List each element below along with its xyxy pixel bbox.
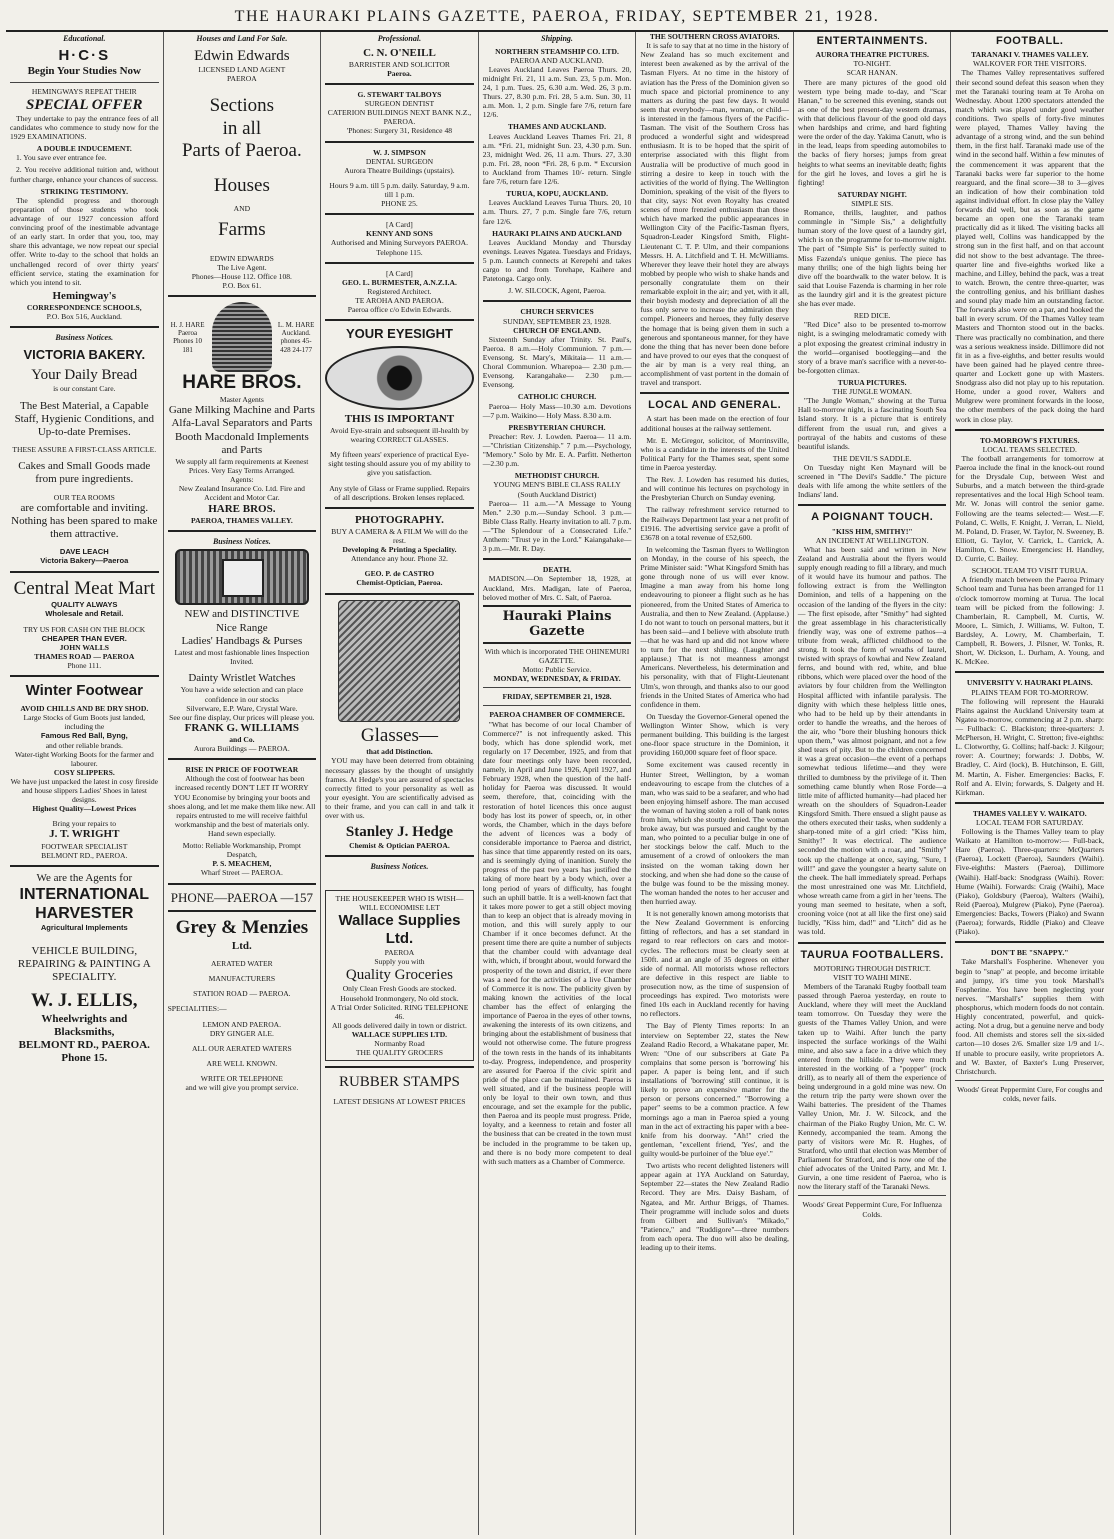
- ad-heading: YOUR EYESIGHT: [345, 326, 453, 342]
- ad-text: 'Phones: Surgery 31, Residence 48: [346, 126, 453, 136]
- ad-text: Normanby Road: [374, 1039, 425, 1049]
- article-heading: TO-MORROW'S FIXTURES.: [980, 435, 1080, 445]
- ad-text: Agricultural Implements: [40, 923, 128, 933]
- ad-text: Agents:: [230, 475, 254, 485]
- divider: [10, 675, 159, 677]
- ad-name: P. S. MEACHEM,: [212, 859, 272, 869]
- ad-text: Alfa-Laval Separators and Parts: [171, 417, 313, 430]
- article-subheading: TO-NIGHT.: [853, 59, 891, 69]
- divider: [955, 1080, 1104, 1081]
- ad-heading: Quality Groceries: [345, 967, 453, 984]
- article-heading: TAURUA FOOTBALLERS.: [800, 948, 944, 961]
- ad-heading: Grey & Menzies: [175, 917, 309, 939]
- ad-name: Victoria Bakery—Paeroa: [40, 556, 129, 566]
- article-subheading: THE DEVIL'S SADDLE.: [832, 453, 912, 463]
- article-heading: UNIVERSITY V. HAURAKI PLAINS.: [966, 678, 1093, 688]
- glasses-illustration: [325, 600, 474, 722]
- article-text: J. W. SILCOCK, Agent, Paeroa.: [508, 286, 606, 296]
- divider: [798, 942, 947, 944]
- ad-text: are comfortable and inviting. Nothing has been spared to make them attractive.: [11, 501, 158, 541]
- article-text: On Tuesday night Ken Maynard will be screened in "The Devil's Saddle." The picture deals with life among the white settlers of the Indians' land.: [797, 463, 947, 500]
- ad-text: LATEST DESIGNS AT LOWEST PRICES: [333, 1097, 466, 1107]
- hcs-logo: H·C·S: [58, 46, 111, 64]
- ad-name: Hemingway's: [52, 289, 117, 302]
- ad-text: Attendance any hour. Phone 32.: [350, 554, 448, 564]
- section-label: Professional.: [377, 34, 422, 43]
- ad-text: Telephone 115.: [376, 247, 423, 257]
- ad-heading: Wallace Supplies Ltd.: [338, 912, 461, 948]
- ad-text: MANUFACTURERS: [208, 974, 276, 984]
- article-subheading: THAMES AND AUCKLAND.: [507, 122, 607, 132]
- ad-heading: Winter Footwear: [25, 682, 143, 700]
- article-heading: THAMES VALLEY V. WAIKATO.: [972, 808, 1087, 818]
- ad-text: Aurora Buildings — PAEROA.: [193, 744, 290, 754]
- ad-text: Supply you with: [374, 957, 425, 967]
- section-label: Houses and Land For Sale.: [196, 34, 288, 43]
- article-text: MONDAY, WEDNESDAY, & FRIDAY.: [493, 674, 621, 684]
- ad-text: Famous Red Ball, Byng,: [40, 731, 128, 741]
- divider: [483, 705, 632, 706]
- article-subheading: PAEROA AND AUCKLAND.: [510, 55, 604, 65]
- ad-text: CHEAPER THAN EVER.: [41, 633, 127, 643]
- ad-name: WALLACE SUPPLIES LTD.: [351, 1029, 448, 1039]
- ad-text: Motto: Reliable Workmanship, Prompt Despatch,: [182, 841, 301, 860]
- ad-name: KENNY AND SONS: [366, 229, 433, 239]
- article-text: There are many pictures of the good old western type being made to-day, and "Scar Hanan," to be screened this evening, stands out as one of the best present-day western dramas, with that delicious flavour of the good old days when hardships and crime, and hard fighting were the order of the day. Yakima Canutt, who is in the lead, leaps from speeding automobiles to the backs of fiery horses; jumps from great heights to what seems an inevitable death; fights for the girl he loves, and loves a girl he is fighting!: [797, 77, 947, 187]
- divider: [168, 910, 317, 912]
- ad-text: BARRISTER AND SOLICITOR: [348, 59, 450, 69]
- divider: [955, 802, 1104, 804]
- ad-text: is our constant Care.: [53, 384, 116, 394]
- ad-text: You have a wide selection and can place confidence in our stocks: [180, 685, 304, 704]
- ad-text: AERATED WATER: [211, 959, 273, 969]
- ad-text: CATERION BUILDINGS NEXT BANK N.Z.,: [327, 108, 472, 118]
- article-text: Two artists who recent delighted listeners will appear again at 1YA Auckland on Saturday, September 22—states the New Zealand Radio Record. They are Mrs. Daisy Basham, of Ngatea, and Mr. Arthur Briggs, of Thames. Their programme will include solos and duets from Gilbert and Sullivan's "Mikado," "Patience," and "Ruddigore"—three numbers from each opera. The duo will also be dealing, leading up to their items.: [640, 1161, 789, 1253]
- ad-name: GEO. L. BURMESTER, A.N.Z.I.A.: [341, 277, 457, 287]
- ad-text: Latest and most fashionable lines Inspection Invited.: [174, 648, 310, 667]
- wallace-ad: [325, 890, 474, 1061]
- ad-text: Phone 111.: [67, 660, 102, 670]
- article-text: Leaves Auckland Leaves Thames Fri. 21, 8 a.m. *Fri. 21, midnight Sun. 23, 4.30 p.m. Sun. 23, midnight Wed. 26, 11 a.m. Thurs. 27, 3.30 p.m. Fri. 28, noon *Fri. 28, 6 p.m. * Excursion to Auckland from Thames 10/- return. Single fare 7/6, return fare 12/6.: [482, 131, 632, 187]
- ad-text: Ladies' Handbags & Purses: [181, 634, 303, 647]
- ad-text: Wharf Street — PAEROA.: [200, 868, 283, 878]
- article-heading: DEATH.: [542, 565, 572, 575]
- ad-text: Chemist-Optician, Paeroa.: [356, 578, 443, 588]
- divider: [325, 83, 474, 85]
- ad-text: BELMONT RD., PAEROA.: [41, 850, 128, 860]
- ad-text: and other reliable brands.: [45, 740, 123, 750]
- divider: [10, 326, 159, 328]
- ad-heading: HARVESTER: [35, 905, 134, 923]
- ad-text: ARE WELL KNOWN.: [206, 1058, 278, 1068]
- ad-text: STATION ROAD — PAEROA.: [193, 989, 291, 999]
- ad-text: The Live Agent.: [217, 263, 267, 273]
- divider: [955, 671, 1104, 673]
- article-subheading: AURORA THEATRE PICTURES.: [815, 50, 929, 60]
- divider: [168, 530, 317, 532]
- ad-text: They undertake to pay the entrance fees of all candidates who commence to study now for the 1929 EXAMINATIONS.: [10, 113, 159, 142]
- ad-text: [A Card]: [386, 268, 413, 278]
- ad-text: Gane Milking Machine and Parts: [168, 404, 315, 417]
- article-subheading: CHURCH OF ENGLAND.: [513, 325, 601, 335]
- ad-text: PAEROA: [384, 948, 415, 958]
- article-text: It is safe to say that at no time in the history of New Zealand has so much excitement and interest been awakened as by the arrival of the Tasman Flyers. At no time in the history of aviation has the Press of the Dominion given so much space and pictorial prominence to any matters as during the past few days. It would seem that everybody—man, woman, or child—is interested in the famous flyers of the Pacific-Tasman. The visit of the Southern Cross has produced a wonderful sight and widespread enthusiasm. It is to be hoped that the spirit of enterprise associated with this flight from Australia will be productive of much good in stirring a desire to keep in touch with the activities of the world of flying. The Wellington Dominion, speaking of the visit of the flyers to that city, says: Not even Royalty has created scenes of more frenzied enthusiasm than those which have marked the public appearances in Wellington City of the Pacific-Tasman flyers, Squadron-Leader Kingsford Smith, Flight-Lieutenant C. T. P. Ulm, and their companions Messrs. H. A. Litchfield and T. H. McWilliams. Wherever they leave their hotel they are always mobbed by people who wish to shake hands and personally congratulate them on their remarkable exploit in the air; and yet, with it all, their boyish modesty and depreciation of all the fuss only serve to increase the admiration they compel. Pioneers and heroes, they fully deserve the homage that is being given them in such a generous and spontaneous manner, for they have done the thing that has never been done before and have proved to our eyes that the conquest of the air by man is a very real thing, an accomplishment of vast portent in the domain of travel and transport.: [640, 41, 789, 388]
- ad-heading: Begin Your Studies Now: [27, 64, 141, 77]
- ad-heading: RUBBER STAMPS: [338, 1074, 460, 1091]
- article-subheading: SCHOOL TEAM TO VISIT TURUA.: [971, 566, 1088, 576]
- article-subheading: CATHOLIC CHURCH.: [517, 392, 597, 402]
- ad-heading: RISE IN PRICE OF FOOTWEAR: [185, 765, 299, 775]
- ad-text: WRITE OR TELEPHONE: [200, 1074, 283, 1084]
- article-subheading: SATURDAY NIGHT.: [837, 189, 907, 199]
- ad-heading: Houses: [213, 175, 270, 197]
- ad-name: JOHN WALLS: [59, 642, 110, 652]
- hare-header: [168, 302, 317, 372]
- ad-text: Cakes and Small Goods made from pure ingredients.: [18, 460, 151, 486]
- article-subheading: THE JUNGLE WOMAN.: [832, 387, 912, 397]
- masthead: THE HAURAKI PLAINS GAZETTE, PAEROA, FRIDAY, SEPTEMBER 21, 1928.: [6, 6, 1108, 32]
- ad-text: TE AROHA AND PAEROA.: [355, 295, 444, 305]
- ad-text: A Trial Order Solicited. RING TELEPHONE 46.: [330, 1002, 469, 1021]
- divider: [10, 865, 159, 867]
- article-heading: THE SOUTHERN CROSS AVIATORS.: [649, 32, 780, 41]
- ad-text: THAMES ROAD — PAEROA: [34, 651, 135, 661]
- divider: [798, 1195, 947, 1196]
- ad-text: Registered Architect.: [367, 286, 432, 296]
- ad-heading: Farms: [218, 219, 266, 241]
- ad-text: TRY US FOR CASH ON THE BLOCK: [23, 624, 146, 634]
- article-heading: ENTERTAINMENTS.: [816, 35, 928, 47]
- ad-text: My fifteen years' experience of practical Eye-sight testing should assure you of my ability to give you satisfaction.: [328, 450, 471, 478]
- ad-text: P.O. Box 61.: [222, 281, 262, 291]
- ad-subheading: OUR TEA ROOMS: [53, 492, 115, 502]
- ad-text: All goods delivered daily in town or district.: [331, 1020, 467, 1030]
- article-subheading: WALKOVER FOR THE VISITORS.: [973, 59, 1087, 69]
- ad-text: The splendid progress and thorough preparation of those students who took advantage of our 1927 concession afford convincing proof of the inestimable advantage of an early start. In order that you, too, may share this advantage, we now repeat our special offer. Write to-day to the school that holds an unchallenged record of over thirty years' efficient service, stating the examination for which you intend to sit.: [10, 195, 159, 287]
- article-heading: LOCAL AND GENERAL.: [648, 399, 782, 412]
- ad-text: AND: [233, 204, 251, 213]
- divider: [798, 504, 947, 506]
- article-subheading: TARANAKI V. THAMES VALLEY.: [971, 50, 1089, 60]
- ad-text: Paeroa.: [387, 68, 412, 78]
- article-text: The Bay of Plenty Times reports: In an interview on September 22, states the New Zealand Radio Record, a Whakatane paper, Mr. Wren: "One of our subscribers at Gate Pa complains that some person is 'borrowing' his paper. A paper is being lent, and if such installations of 'borrowing' still continue, it is likely to prove an expensive matter for the person or persons concerned." "Borrowing a paper" seems to be a common practice. A few mornings ago a man in Paeroa spied a young man in the act of extracting his paper with a bee-knife from his doorway. "Ah!" cried the gentleman, "excellent friend, 'Yes', and the guilty would-be purloiner of the 'blue eye'.": [640, 1021, 789, 1158]
- eye-illustration: [325, 346, 474, 410]
- article-subheading: VISIT TO WAIHI MINE.: [833, 972, 912, 982]
- ad-heading: NEW and DISTINCTIVE: [184, 608, 300, 621]
- ad-text: FOOTWEAR SPECIALIST: [41, 841, 128, 851]
- divider: [640, 392, 789, 394]
- divider: [10, 571, 159, 573]
- divider: [325, 262, 474, 264]
- article-subheading: HAURAKI PLAINS AND AUCKLAND: [492, 228, 622, 238]
- article-subheading: SCAR HANAN.: [846, 68, 898, 78]
- article-text: Mr. E. McGregor, solicitor, of Morrinsville, who is a candidate in the interests of the United Political Party for the Thames seat, spent some time in Paeroa yesterday.: [640, 435, 789, 472]
- article-heading: DON'T BE "SNAPPY.": [991, 948, 1069, 958]
- article-text: The Rev. J. Lowden has resumed his duties, and will continue his lectures on psychology in the Presbyterian Church on Sunday evening.: [640, 475, 789, 503]
- divider: [325, 141, 474, 143]
- ad-name: HARE BROS.: [208, 502, 276, 515]
- ad-text: Silverware, E.P. Ware, Crystal Ware.: [186, 703, 298, 713]
- ad-name: J. T. WRIGHT: [49, 828, 120, 841]
- ad-text: Wholesale and Retail.: [45, 609, 124, 619]
- ad-heading: Parts of Paeroa.: [181, 140, 302, 162]
- article-text: Sixteenth Sunday after Trinity. St. Paul's, Paeroa. 8 a.m.—Holy Communion. 7 p.m.—Evensong. St. Mary's, Mikitaia— 11 a.m.—Choral Communion. Wharepoa— 2.30 p.m.—Evensong. Karangahake— 2.30 p.m.—Evensong.: [482, 334, 632, 390]
- article-text: On Tuesday the Governor-General opened the Wellington Winter Show, which is very permanent building. This building is the largest one-floor space structure in the Dominion, it providing 160,000 square feet of floor space.: [640, 711, 789, 758]
- article-text: Members of the Taranaki Rugby football team passed through Paeroa yesterday, en route to Auckland, where they will meet the Auckland team tomorrow. On Tuesday they were the guests of the Thames Valley Union, and were taken up to Waihi. After lunch the party inspected the surface workings of the Waihi mine, and also saw a face in a drive which they entered from the hillside. They were much interested in the working of a "popper" (rock drill), as to nearly all of them the experience of being underground in a gold mine was new. On the return trip the party were shown over the Waihi batteries. The president of the Thames Valley Union, Mr. J. W. Silcock, and the chairman of the Piako Rugby Union, Mr. C. W. Kennedy, accompanied the team. Among the party of visitors were Mr. R. Hughes, of Stratford, who until that election was Member of Parliament for Stratford, and is now one of the chief advocates of the United Party, and Mr. I. Gurvin, a one time resident of Paeroa, who is now the literary staff of the Taranaki News.: [797, 981, 947, 1192]
- ad-text: Household Ironmongery, No old stock.: [340, 993, 459, 1003]
- divider: [168, 758, 317, 760]
- ad-text: and we will give you prompt service.: [185, 1083, 299, 1093]
- article-subheading: "KISS HIM, SMITHY!": [831, 526, 913, 536]
- ad-text: New Zealand Insurance Co. Ltd. Fire and Accident and Motor Car.: [178, 484, 305, 503]
- article-subheading: TURUA, KOPU, AUCKLAND.: [506, 189, 608, 199]
- ad-text: BELMONT RD., PAEROA.: [18, 1039, 150, 1052]
- article-heading: FOOTBALL.: [996, 35, 1064, 47]
- ad-text: Nice Range: [216, 621, 268, 634]
- ad-text: Phone 15.: [61, 1052, 108, 1065]
- article-text: "The Jungle Woman," showing at the Turua Hall to-morrow night, is a fascinating South Sea Island story. It is a picture that is entirely different from the usual run, and gives a portrayal of the habits and customs of these beautiful islands.: [797, 396, 947, 451]
- section-label: Business Notices.: [212, 536, 271, 546]
- watch-illustration: [168, 549, 317, 605]
- ad-heading: VICTORIA BAKERY.: [23, 346, 146, 362]
- article-heading: PAEROA CHAMBER OF COMMERCE.: [489, 710, 625, 720]
- article-text: A friendly match between the Paeroa Primary School team and Turua has been arranged for 11 o'clock tomorrow morning at Turua. The local team will be picked from the following: J. Chamberlain, R. Campbell, M. Curtis, W. Moore, L. Simich, J. Williams, W. Fulton, T. Bardsley, A. Lowry, M. Chamberlain, T. Campbell, R. Bowers, J. Pilsner, W. Tonks, R. Short, W. Dickson, L. Durham, A. Young, and K. McKee.: [955, 575, 1105, 667]
- ad-text: Woods' Great Peppermint Cure, For Influenza Colds.: [802, 1200, 942, 1219]
- ad-name: G. STEWART TALBOYS: [357, 90, 442, 99]
- ad-text: Avoid Eye-strain and subsequent ill-health by wearing CORRECT GLASSES.: [330, 425, 469, 445]
- divider: [325, 213, 474, 215]
- ad-text: ALL OUR AERATED WATERS: [191, 1043, 292, 1053]
- article-text: Romance, thrills, laughter, and pathos commingle in "Simple Sis," a delightfully human story of the love quest of a laundry girl, which is on the programme for to-morrow night. The part of "Simple Sis" is perfectly suited to Miss Fazenda's unique genius. The piece has many thrills; one of the high lights being her dive off the boardwalk to the water below. It is said that Louise Fazenda is charming in her role as the laundry girl and it is the greatest picture she has ever made.: [797, 208, 947, 309]
- article-text: Some excitement was caused recently in Hunter Street, Wellington, by a woman endeavouring to escape from the clutches of a man, who was said to be a seafarer, and who had been enjoying himself ashore. The man accused the woman of having stolen a roll of bank notes from him, which she stoutly denied. The woman broke away, but was pursued and caught by the man, who pointed to a peculiar bulge in one of her stockings below the calf. Much to the amusement of a crowd of onlookers the man insisted on the woman taking down her stocking, and when she had done so the cause of the bulge was found to be the missing money. The woman handed the notes to her accuser and then hurried away.: [640, 760, 789, 907]
- article-text: "Red Dice" also to be presented to-morrow night, is a swinging melodramatic comedy with a plot exposing the greatest criminal industry in the world—organised bootlegging—and the story of a brave man's sacrifice with a never-to-be-forgotten climax.: [797, 320, 947, 375]
- ad-text: PAEROA: [227, 73, 257, 83]
- article-text: Leaves Auckland Leaves Paeroa Thurs. 20, midnight Fri. 21, 11 a.m. Sun. 23, 5 p.m. Mon. 24, 1 p.m. Tues. 25, 6.30 a.m. Wed. 26, 3 p.m. Thurs. 27, 8.30 p.m. Fri. 28, 5 a.m. Sun. 30, 11 a.m. Mon. 1, 2 p.m. Single fare 7/6, return fare 12/6.: [482, 64, 632, 120]
- divider: [10, 82, 159, 83]
- ad-text: QUALITY ALWAYS: [51, 600, 118, 610]
- ad-text: THE HOUSEKEEPER WHO IS WISH— WILL ECONOMISE LET: [335, 893, 464, 913]
- column-3: [321, 32, 479, 1535]
- article-text: What has been said and written in New Zealand and Australia about the flyers would supply enough reading to fill a library, and much of it would have its humour and pathos. The following extract is from the Wellington Dominion, and tells of a happening on the occasion of the landing of the flyers in the city:— The first episode, after "Smithy" had sighted the great assemblage in his characteristically friendly way, was one of extreme pathos—a tribute from weak, afflicted childhood to the strong. It took the form of wreaths of laurel, twisted with sprays of kowhai and New Zealand ferns, and bound with red, white, and blue ribbons, which were placed over the hood of the aviators by four children from the Wellington Hospital afflicted with infantile paralysis. The dignity with which these helpless little ones, who had to be held up by their attendants in order to handle the wreaths, and the heroes of the air, who "bore their blushing honours thick upon them," was almost poignant, and not a few shed tears of pity. But to the children concerned it was a great occasion—the event of a perhaps somewhat tedious lifetime—and they were thrilled to dumbness by the privilege of it. Then something came bluntly when Rose Forde—a little mite of afflicted humanity—had placed her wreath on the shoulders of Squadron-Leader Kingsford Smith. There ensued a slight pause as the others executed their tasks, when suddenly a sharp-toned mite of a girl cried: "Kiss him, Smithy!" It was electrical. The audience seconded the motion with a roar, and "Smithy" took up the challenge at once, saying, "Sure, I will!" and gave the youngster a hearty salute on the cheek. The hall immediately spread. Perhaps the most unrestrained one was Mr. Litchfield, whose wreath came from a girl in her 'teens. The young man seemed to hesitate, when a soft, crooning voice (not at all like the first one) said lucidly, "Kiss him, dad!" and "Litch" did as he was told.: [797, 544, 947, 937]
- ad-text: H. J. HARE Paeroa Phones 10 181: [170, 320, 205, 354]
- ad-text: Paeroa office c/o Edwin Edwards.: [347, 305, 452, 315]
- ad-text: Booth Macdonald Implements and Parts: [174, 430, 309, 456]
- ad-text: Any style of Glass or Frame supplied. Repairs of all descriptions. Broken lenses replaced.: [329, 483, 470, 502]
- ad-text: Although the cost of footwear has been increased recently DON'T LET IT WORRY YOU Economise by bringing your boots and shoes along, and let me make them like new. All repairs entrusted to me will receive faithful workmanship and the best of materials only. Hand sewn especially.: [168, 774, 316, 839]
- columns: [6, 32, 1108, 1535]
- ad-text: Authorised and Mining Surveyors PAEROA.: [330, 238, 468, 248]
- ad-name: Stanley J. Hedge: [345, 824, 453, 841]
- ad-text: SPECIALITIES:—: [167, 1004, 227, 1014]
- article-heading: NORTHERN STEAMSHIP CO. LTD.: [495, 46, 619, 56]
- ad-text: BUY A CAMERA & A FILM We will do the rest.: [331, 526, 468, 546]
- divider: [483, 558, 632, 560]
- article-text: MADISON.—On September 18, 1928, at Auckland, Mrs. Madigan, late of Paeroa, beloved mother of Mrs. C. Salt, of Paeroa.: [482, 574, 632, 602]
- ad-name: DAVE LEACH: [59, 547, 109, 557]
- ad-text: Water-tight Working Boots for the farmer and labourer.: [14, 749, 154, 768]
- ad-heading: Glasses—: [360, 724, 438, 746]
- divider: [955, 941, 1104, 943]
- ad-name: W. J. ELLIS,: [31, 990, 138, 1012]
- ad-text: We are the Agents for: [36, 871, 133, 884]
- divider: [168, 295, 317, 297]
- article-text: The following will represent the Hauraki Plains against the Auckland University team at Ngatea to-morrow, commencing at 2 p.m. sharp:— Fullback: C. Blackiston; three-quarters: J. McPherson, H. Wright, C. Stretton; five-eighths: L. Clotworthy, G. Collins; half-back: J. Kilgour; rover: A. Courtney; forwards: J. Dobbs, W. Bradley, C. Aird (lock), B. Hutchinson, E. Gill, M. Martin, A. Fisher. Emergencies: Backs, F. Rolf and A. Elvin; forwards, S. Dalgety and H. Kirkman.: [955, 696, 1105, 797]
- ad-text: See our fine display, Our prices will please you.: [169, 712, 315, 722]
- ad-text: Bring your repairs to: [52, 819, 117, 829]
- section-label: Business Notices.: [55, 333, 114, 343]
- article-text: Motto: Public Service.: [522, 665, 592, 675]
- ad-heading: SPECIAL OFFER: [26, 96, 143, 113]
- article-text: Leaves Auckland Leaves Turua Thurs. 20, 10 a.m. Thurs. 27, 7 p.m. Single fare 7/6, return fare 12/6.: [482, 198, 632, 226]
- ad-text: Aurora Theatre Buildings (upstairs).: [344, 165, 455, 175]
- divider: [955, 429, 1104, 431]
- article-subheading: LOCAL TEAMS SELECTED.: [982, 444, 1077, 454]
- article-text: The Thames Valley representatives suffered their second sound defeat this season when they met the Taranaki touring team at Te Aroha on Wednesday. About 1200 spectators attended the match which was played under good weather conditions. Two spells of forty-five minutes were played, Thames Valley having the advantage of a strong wind, and the sun behind them, in the first half. Taranaki made use of the wind in the second half. Within a few minutes of the commencement it was apparent that the Taranaki backs were far superior to the home rearguard, and the final score—38 to 3—gives an indication of how their combination told against individual effort. In close play the Valley forwards did well, but as soon as the game became an open one the Taranaki team practically did as it liked. The visiting backs all played well, Collins was handicapped by the strong sun in the first half, and on that account did not show to the best advantage. The three-quarter line and five-eighths worked like a machine, and Lilley, behind the pack, was a treat to watch. Brown, the centre three-quarter, was the controlling genius, and his brilliant dashes and sound play made him an outstanding factor. The forwards also were on a par, and hooked the ball in every scrum. Of the Thames Valley team Masters and Thornton stood out in the backs. There was practically no combination, and there was a serious weakness inside. Dillimore did not fit in as a five-eighths, and better results would have been gained had he played centre three-quarter and Lockett gone up with Masters. Snodgrass also did not play up to his reputation. Home, under a good rover, Walters and Mulgrew were prominent forwards in the loose, the other members of the pack doing the hard work in close play.: [955, 68, 1105, 424]
- article-text: The football arrangements for tomorrow at Paeroa include the final in the knock-out round for the Drysdale Cup, between West and Suburbs, and a match between the third-grade representatives and the local High School team. Mr. W. Jonas will control the senior game. Following are the teams selected:— West.—F. Poland, C. Wells, F. Knight, J. Verran, L. Nield, M. Poland, D. Fraser, W. Taylor, N. Sweeney, B. Elliott, G. Taylor, V. Carrick, L. Carrick, A. Hamilton, C. Snow. Emergencies: H. Handley, D. Currie, C. Bailey.: [955, 453, 1105, 564]
- ad-heading: Sections: [209, 94, 275, 116]
- article-text: Preacher: Rev. J. Lowden. Paeroa— 11 a.m.—"Christian Citizenship." 7 p.m.—Psychology, "Memory." Solo by Mr. E. A. Parfitt. Netherton—2.30 p.m.: [482, 431, 632, 469]
- article-text: The railway refreshment service returned to the Railways Department last year a net profit of £1916. The advertising service gave a profit of £3678 on a total revenue of £52,600.: [640, 505, 789, 542]
- ad-text: Master Agents: [219, 395, 264, 405]
- article-subheading: MOTORING THROUGH DISTRICT.: [813, 963, 931, 973]
- ad-name: C. N. O'NEILL: [363, 46, 436, 59]
- divider: [325, 1066, 474, 1068]
- column-2: [164, 32, 322, 1535]
- ad-heading: THIS IS IMPORTANT: [344, 412, 455, 425]
- ad-text: PAEROA.: [383, 117, 416, 127]
- ad-text: Phones—House 112. Office 108.: [191, 272, 292, 282]
- ad-text: THESE ASSURE A FIRST-CLASS ARTICLE.: [12, 445, 157, 455]
- ad-heading: INTERNATIONAL: [19, 886, 150, 904]
- ad-text: Developing & Printing a Speciality.: [342, 545, 457, 555]
- article-text: Paeroa— Holy Mass—10.30 a.m. Devotions—7 p.m. Waikino— Holy Mass. 8.30 a.m.: [482, 401, 632, 420]
- article-subheading: METHODIST CHURCH.: [514, 471, 600, 481]
- ad-text: We have just unpacked the latest in cosy fireside and house slippers Ladies' Shoes in latest designs.: [10, 776, 158, 805]
- divider: [325, 507, 474, 509]
- divider: [483, 687, 632, 688]
- ad-text: Chemist & Optician PAEROA.: [349, 841, 450, 851]
- ad-text: Ltd.: [231, 939, 252, 952]
- ad-heading: in all: [222, 117, 262, 139]
- column-7: [951, 32, 1108, 1535]
- hare-logo: HARE BROS.: [182, 372, 302, 394]
- ad-text: 1. You save ever entrance fee.: [16, 153, 107, 163]
- gazette-nameplate: Hauraki Plains Gazette: [483, 605, 632, 644]
- ad-text: SURGEON DENTIST: [364, 99, 435, 109]
- ad-text: Only Clean Fresh Goods are stocked.: [342, 984, 457, 994]
- ad-heading: PHOTOGRAPHY.: [354, 513, 444, 526]
- divider: [483, 300, 632, 302]
- ad-subheading: STRIKING TESTIMONY.: [40, 186, 128, 196]
- article-subheading: YOUNG MEN'S BIBLE CLASS RALLY (South Auckland District): [493, 480, 621, 499]
- article-text: With which is incorporated THE OHINEMURI GAZETTE.: [484, 646, 630, 666]
- ad-text: Highest Quality—Lowest Prices: [32, 804, 137, 814]
- article-subheading: SUNDAY, SEPTEMBER 23, 1928.: [503, 316, 612, 326]
- ad-text: [A Card]: [386, 220, 413, 230]
- ad-text: EDWIN EDWARDS: [209, 253, 274, 263]
- article-subheading: AN INCIDENT AT WELLINGTON.: [815, 535, 929, 545]
- article-text: In welcoming the Tasman flyers to Wellington on Monday, in the course of his speech, the Prime Minister said: "What Kingsford Smith has gone through none of us will ever know. Imagine a man away from his home long endeavouring to pioneer a flight such as he has pioneered, from the United States of America to Australia, and then to New Zealand. (Applause.) I do not want to touch on personal matters, but it has been said—and I believe with absolute truth—that he was hard up and did not know where to turn for the next shilling. (Laughter and applause.) That is not meanness amongst Americans. Nevertheless, his determination and his personality, with that of Flight-Lieutenant Ulm's, won through, and thanks also to our good friends in the United States of America who had confidence in them.: [640, 544, 789, 709]
- ad-text: HEMINGWAYS REPEAT THEIR: [31, 86, 137, 96]
- ad-text: CORRESPONDENCE SCHOOLS,: [26, 303, 142, 313]
- article-subheading: LOCAL TEAM FOR SATURDAY.: [975, 817, 1084, 827]
- divider: [325, 319, 474, 321]
- ad-name: W. J. SIMPSON: [373, 147, 426, 157]
- article-text: Take Marshall's Fospherine. Whenever you begin to "snap" at people, and become irritable and jumpy, it's time you took Marshall's Fospherine. You have been neglecting your nerves. "Marshall's" supplies them with phosphorus, which modern foods do not contain. Highly concentrated, powerful, and quick-acting. Not a drug, but a genuine nerve and body food. All chemists and stores sell the six-sided carton—10 doses 2/6. Smaller size 1/9 and 1/-. If unable to procure easily, write proprietors A. and W. Baxter, of Baxter's Lung Preserver, Christchurch.: [955, 957, 1105, 1076]
- ad-heading: PHONE—PAEROA —157: [170, 889, 313, 905]
- ad-text: PAEROA, THAMES VALLEY.: [191, 515, 293, 525]
- ad-text: 2. You receive additional tuition and, without further charge, enhance your chances of success.: [10, 165, 159, 184]
- article-subheading: PRESBYTERIAN CHURCH.: [508, 422, 606, 432]
- ad-text: Woods' Great Peppermint Cure, For coughs and colds, never fails.: [957, 1084, 1103, 1103]
- ad-text: that add Distinction.: [366, 747, 433, 757]
- article-text: It is not generally known among motorists that the New Zealand Government is enforcing fitting of reflectors, and has a set standard in regard to rear reflectors on cars and motor-cycles. The reflectors must be clearly seen at 150ft. and at an angle of 35 degrees on either side of normal. All motorists whose reflectors are defective in this respect are liable to prosecution now, as the time of suspension of proceedings has expired. Two motorists were fined 10s each in Auckland recently for having no reflectors.: [640, 909, 789, 1019]
- ad-text: YOU may have been deterred from obtaining necessary glasses by the thought of unsightly frames. At Hedge's you are assured of spectacles correctly fitted to your personality as well as your eyesight. You are scientifically advised as to their frame, and you can call in and talk it over with us.: [325, 756, 474, 821]
- divider: [168, 883, 317, 885]
- column-5: [636, 32, 794, 1535]
- ad-text: LEMON AND PAEROA.: [202, 1019, 282, 1029]
- ad-text: Wheelwrights and Blacksmiths,: [41, 1012, 128, 1039]
- article-subheading: PLAINS TEAM FOR TO-MORROW.: [971, 687, 1089, 697]
- ad-text: LICENSED LAND AGENT: [198, 64, 286, 74]
- ad-text: P.O. Box 516, Auckland.: [46, 312, 122, 322]
- ad-heading: Your Daily Bread: [31, 367, 138, 384]
- article-text: "What has become of our local Chamber of Commerce?" is not infrequently asked. This body, which has done splendid work, met regularly on 17 December, 1925, and from that date four meetings only have been recorded, namely, in April and June 1926, April 1927, and February 1928, when the question of the half-holiday for Paeroa was discussed. It would seem, therefore, that, coinciding with the restoration of hotel licences this once august body has lost its power of speech, or, in other words, the Chamber, which in the days before the advent of licences was a body of considerable importance to Paeroa and district, has since that time apparently rested on its oars, and is seemingly dying of inanition. Surely the progress of the past two years has justified the taking of more heart by a body which, over a long period of years of difficulty, has fought such an uphill battle. It is a well-known fact that it takes more power to get a still object moving than to keep an object that is already moving in motion, and this will surely apply to our Chamber if it once becomes defunct. At the present time there are quite a number of subjects that the chamber could with advantage deal with, which, if brought about, would forward the prosperity of the town and district, if ever there was a need for the activities of a live Chamber of Commerce it is now. The publicity given by making known the activities of the local chamber has the effect of enlarging the importance of Paeroa in the eyes of other towns, awakening the interests of its own citizens, and bringing about the establishment of business that would not otherwise come. The future progress of the town rests in the hands of its inhabitants to-day. Progress, independence, and prosperity are assured for Paeroa if the civic spirit and pride of the place can be maintained. Paeroa is well situated, and if the business people will only be loyal to their own town, and thus encourage, and set the example for the public, then Paeroa and its people must progress. Pride, loyalty, and a keenness to retain and foster all the business that can be created in the town must be included in the programme to be taken up, and there is no body more competent to deal with such matters as a Chamber of Commerce.: [482, 719, 632, 1166]
- article-heading: CHURCH SERVICES: [520, 307, 594, 317]
- dateline: FRIDAY, SEPTEMBER 21, 1928.: [502, 692, 612, 702]
- ad-text: and Co.: [229, 735, 255, 745]
- article-subheading: TURUA PICTURES.: [837, 378, 907, 388]
- rabbits-illustration: [212, 302, 272, 372]
- article-text: Leaves Auckland Monday and Thursday evenings. Leaves Ngatea. Tuesdays and Fridays, 5 p.m. Launch connects at Kerepehi and takes cargo to and from Torehape, Kaihere and Patetonga. Cargo only.: [482, 237, 632, 284]
- article-text: Paeroa— 11 a.m.—"A Message to Young Men." 2.30 p.m.—Sunday School. 3 p.m.—Bible Class Rally. Hearty invitation to all. 7 p.m.—"The Splendour of a Consecrated Life." Anthem: "Trust ye in the Lord." Kaiangahake— 3 p.m.—Mr. R. Day.: [482, 498, 632, 554]
- column-6: [794, 32, 952, 1535]
- ad-text: PHONE 25.: [381, 199, 418, 209]
- article-subheading: RED DICE.: [853, 311, 891, 321]
- article-text: Following is the Thames Valley team to play Waikato at Hamilton to-morrow:— Full-back, Hare (Paeroa). Three-quarters: McQuarters (Paeroa), Lockett (Paeroa), Saunders (Waihi). Five-eighths: Masters (Paeroa), Dillimore (Waihi). Half-back: Snodgrass (Waihi). Rover: Hume (Waihi). Forwards: Craig (Waihi), Mace (Piako), Goldsbury (Paeroa), Walters (Waihi), Reid (Paeroa), Mulgrew (Piako), Pyne (Paeroa). Emergencies: Backs, Towers (Piako) and Swann (Paeroa); forwards, Riddle (Piako) and Cleave (Piako).: [955, 827, 1105, 937]
- divider: [325, 593, 474, 595]
- ad-text: Hours 9 a.m. till 5 p.m. daily. Saturday, 9 a.m. till 1 p.m.: [329, 180, 470, 199]
- divider: [325, 855, 474, 857]
- ad-name: GEO. P. de CASTRO: [364, 569, 435, 579]
- column-1: [6, 32, 164, 1535]
- section-label: Business Notices.: [370, 862, 429, 872]
- ad-heading: Dainty Wristlet Watches: [188, 672, 296, 685]
- ad-name: FRANK G. WILLIAMS: [184, 721, 300, 734]
- section-label: Shipping.: [541, 34, 573, 43]
- article-text: A start has been made on the erection of four additional houses at the railway settlement.: [640, 414, 789, 433]
- ad-text: The Best Material, a Capable Staff, Hygienic Conditions, and Up-to-date Premises.: [14, 399, 154, 438]
- ad-text: We supply all farm requirements at Keenest Prices. Very Easy Terms Arranged.: [175, 457, 309, 476]
- section-label: Educational.: [63, 34, 106, 43]
- column-4: [479, 32, 637, 1535]
- article-subheading: SIMPLE SIS.: [851, 198, 894, 208]
- ad-heading: Edwin Edwards: [194, 47, 290, 64]
- ad-text: DRY GINGER ALE.: [209, 1028, 274, 1038]
- ad-text: Large Stocks of Gum Boots just landed, including the: [23, 713, 146, 732]
- ad-subheading: A DOUBLE INDUCEMENT.: [36, 144, 132, 154]
- ad-text: AVOID CHILLS AND BE DRY SHOD.: [20, 704, 149, 714]
- ad-text: VEHICLE BUILDING, REPAIRING & PAINTING A SPECIALITY.: [17, 944, 151, 983]
- article-heading: A POIGNANT TOUCH.: [811, 511, 934, 524]
- ad-text: L. M. HARE Auckland. phones 45-428 24-177: [277, 320, 315, 354]
- ad-text: DENTAL SURGEON: [365, 156, 434, 166]
- ad-subheading: COSY SLIPPERS.: [53, 767, 115, 777]
- ad-heading: Central Meat Mart: [13, 577, 155, 599]
- ad-text: THE QUALITY GROCERS: [355, 1048, 443, 1058]
